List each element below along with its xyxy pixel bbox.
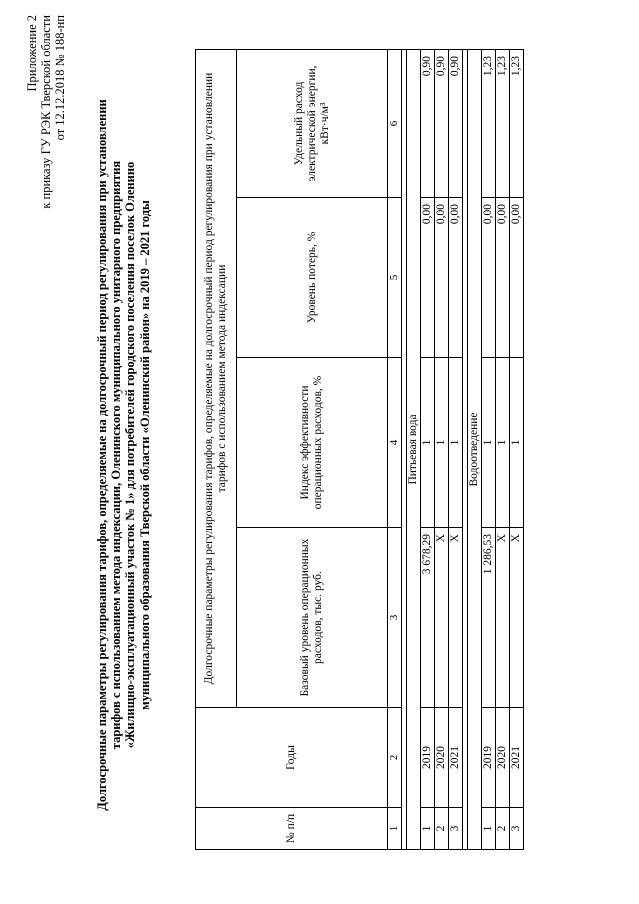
cell-base-level: 1 286,53 — [482, 528, 496, 708]
cell-efficiency: 1 — [510, 358, 524, 528]
cell-losses: 0,00 — [421, 198, 435, 358]
cell-energy: 1,23 — [482, 49, 496, 197]
table-row — [482, 49, 496, 849]
cell-efficiency: 1 — [421, 358, 435, 528]
column-number: 3 — [388, 528, 402, 708]
parameters-table — [195, 49, 524, 850]
cell-efficiency: 1 — [496, 358, 510, 528]
header-years: Годы — [196, 708, 388, 808]
header-group: Долгосрочные параметры регулирования тарифов, определяемые на долгосрочный период регулирования при установлении тарифов с использованием метода индексации — [196, 49, 237, 707]
cell-efficiency: 1 — [482, 358, 496, 528]
cell-base-level: Х — [510, 528, 524, 708]
table-row — [510, 49, 524, 849]
cell-num: 2 — [435, 808, 449, 850]
rotated-content — [25, 15, 625, 875]
cell-energy: 0,90 — [435, 49, 449, 197]
cell-energy: 1,23 — [496, 49, 510, 197]
column-number: 2 — [388, 708, 402, 808]
cell-num: 3 — [449, 808, 463, 850]
cell-num: 1 — [421, 808, 435, 850]
cell-base-level: Х — [435, 528, 449, 708]
column-number: 4 — [388, 358, 402, 528]
cell-num: 3 — [510, 808, 524, 850]
header-losses: Уровень потерь, % — [237, 198, 388, 358]
cell-num: 1 — [482, 808, 496, 850]
approval-line-3: от 12.12.2018 № 188-нп — [53, 15, 67, 141]
column-number: 6 — [388, 49, 402, 197]
section-title: Питьевая вода — [407, 49, 421, 849]
cell-losses: 0,00 — [435, 198, 449, 358]
approval-line-2: к приказу ГУ РЭК Тверской области — [39, 15, 53, 209]
cell-losses: 0,00 — [510, 198, 524, 358]
cell-energy: 1,23 — [510, 49, 524, 197]
cell-year: 2021 — [449, 708, 463, 808]
column-number: 1 — [388, 808, 402, 850]
table-row — [421, 49, 435, 849]
cell-losses: 0,00 — [496, 198, 510, 358]
cell-losses: 0,00 — [482, 198, 496, 358]
document-title — [95, 75, 152, 835]
cell-num: 2 — [496, 808, 510, 850]
table-row — [435, 49, 449, 849]
header-num: № п/п — [196, 808, 388, 850]
cell-efficiency: 1 — [449, 358, 463, 528]
approval-line-1: Приложение 2 — [25, 15, 39, 92]
title-line-1: Долгосрочные параметры регулирования тарифов, определяемые на долгосрочный период регулирования при установлении — [95, 99, 109, 811]
header-efficiency: Индекс эффективности операционных расходов, % — [237, 358, 388, 528]
cell-energy: 0,90 — [421, 49, 435, 197]
header-energy: Удельный расход электрической энергии, кВт·ч/м³ — [237, 49, 388, 197]
header-base-level: Базовый уровень операционных расходов, тыс. руб. — [237, 528, 388, 708]
title-line-2: тарифов с использованием метода индексации, Оленинского муниципального унитарного предприятия — [109, 160, 124, 750]
cell-year: 2020 — [435, 708, 449, 808]
cell-year: 2019 — [482, 708, 496, 808]
table-row — [496, 49, 510, 849]
cell-efficiency: 1 — [435, 358, 449, 528]
cell-base-level: Х — [449, 528, 463, 708]
section-title: Водоотведение — [468, 49, 482, 849]
cell-year: 2019 — [421, 708, 435, 808]
approval-block — [25, 15, 67, 209]
cell-losses: 0,00 — [449, 198, 463, 358]
table-row — [449, 49, 463, 849]
cell-base-level: 3 678,29 — [421, 528, 435, 708]
cell-energy: 0,90 — [449, 49, 463, 197]
title-line-4: муниципального образования Тверской области «Оленинский район» на 2019 – 2021 годы — [137, 200, 152, 710]
column-number: 5 — [388, 198, 402, 358]
title-line-3: «Жилищно-эксплуатационный участок № 1» для потребителей городского поселения поселок Оленино — [123, 161, 138, 749]
cell-base-level: Х — [496, 528, 510, 708]
cell-year: 2021 — [510, 708, 524, 808]
cell-year: 2020 — [496, 708, 510, 808]
